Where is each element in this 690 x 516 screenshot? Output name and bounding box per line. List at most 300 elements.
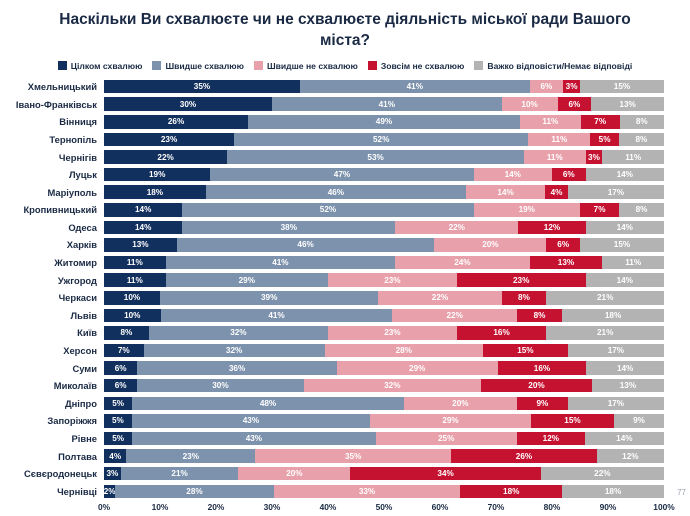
bar-segment	[586, 168, 664, 182]
bar-row	[0, 430, 690, 448]
legend-swatch	[152, 61, 161, 70]
bar-segment	[597, 449, 664, 463]
bar-segment	[580, 203, 619, 217]
category-label: Луцьк	[68, 169, 97, 181]
bar-segment	[404, 397, 517, 411]
bar-value-label: 41%	[268, 310, 285, 320]
bar-row	[0, 342, 690, 360]
bar-value-label: 8%	[635, 117, 648, 127]
stacked-bar	[104, 133, 664, 147]
bar-value-label: 14%	[616, 434, 633, 444]
bar-value-label: 53%	[367, 152, 384, 162]
bar-segment	[528, 133, 590, 147]
bar-segment	[104, 80, 300, 94]
bar-value-label: 18%	[146, 187, 164, 197]
bar-value-label: 10%	[124, 310, 141, 320]
bar-segment	[530, 256, 603, 270]
bar-segment	[104, 379, 137, 393]
bar-segment	[619, 133, 664, 147]
bar-value-label: 8%	[635, 205, 648, 215]
bar-segment	[227, 150, 524, 164]
bar-segment	[546, 238, 580, 252]
bar-value-label: 11%	[625, 152, 642, 162]
bar-value-label: 3%	[565, 82, 578, 92]
bar-value-label: 34%	[437, 469, 454, 479]
category-label: Рівне	[71, 433, 97, 445]
category-label: Київ	[77, 327, 97, 339]
bar-segment	[121, 467, 239, 481]
bar-value-label: 41%	[272, 258, 289, 268]
bar-value-label: 20%	[286, 469, 303, 479]
bar-segment	[585, 432, 664, 446]
bar-value-label: 14%	[135, 222, 152, 232]
bar-row	[0, 324, 690, 342]
axis-tick-label: 30%	[263, 502, 281, 513]
bar-segment	[586, 273, 664, 287]
bar-segment	[619, 203, 664, 217]
bar-value-label: 16%	[493, 328, 510, 338]
stacked-bar	[104, 80, 664, 94]
bar-row	[0, 359, 690, 377]
legend-item	[152, 61, 244, 71]
bar-value-label: 6%	[114, 363, 127, 373]
stacked-bar	[104, 467, 664, 481]
bar-value-label: 14%	[616, 222, 633, 232]
bar-segment	[370, 414, 531, 428]
bar-segment	[161, 309, 393, 323]
bar-segment	[378, 291, 501, 305]
page-number: 77	[677, 488, 686, 497]
bar-value-label: 26%	[167, 117, 185, 127]
legend-item	[254, 61, 358, 71]
stacked-bar	[104, 97, 664, 111]
bar-value-label: 29%	[409, 363, 426, 373]
bar-value-label: 20%	[452, 398, 469, 408]
bar-value-label: 20%	[528, 381, 545, 391]
bar-value-label: 13%	[557, 258, 575, 268]
category-label: Запоріжжя	[47, 415, 97, 427]
bar-value-label: 14%	[504, 170, 521, 180]
chart-title: Наскільки Ви схвалюєте чи не схвалюєте діяльність міської ради Вашого міста?	[59, 11, 631, 49]
bar-segment	[592, 379, 664, 393]
bar-segment	[104, 467, 121, 481]
bar-value-label: 7%	[117, 346, 130, 356]
legend-label: Зовсім не схвалюю	[380, 60, 465, 71]
bar-segment	[460, 485, 562, 499]
bar-segment	[350, 467, 540, 481]
bar-value-label: 9%	[633, 416, 645, 426]
bar-value-label: 30%	[212, 381, 229, 391]
bar-value-label: 15%	[613, 240, 631, 250]
bar-segment	[483, 344, 568, 358]
axis-tick-label: 40%	[319, 502, 337, 513]
stacked-bar	[104, 397, 664, 411]
bar-segment	[481, 379, 592, 393]
bar-segment	[545, 185, 568, 199]
bar-segment	[104, 150, 227, 164]
category-label: Дніпро	[64, 397, 97, 409]
bar-value-label: 41%	[378, 99, 395, 109]
stacked-bar	[104, 185, 664, 199]
bar-segment	[182, 221, 395, 235]
bar-segment	[248, 115, 520, 129]
stacked-bar	[104, 273, 664, 287]
bar-value-label: 24%	[454, 258, 471, 268]
legend-label: Цілком схвалюю	[70, 60, 143, 71]
bar-value-label: 13%	[619, 99, 636, 109]
bar-segment	[272, 97, 502, 111]
bar-segment	[562, 309, 664, 323]
bar-value-label: 41%	[406, 82, 423, 92]
bar-value-label: 32%	[225, 346, 243, 356]
bar-segment	[104, 168, 210, 182]
bar-segment	[580, 238, 664, 252]
bar-segment	[274, 485, 461, 499]
bar-value-label: 30%	[179, 99, 197, 109]
legend-item	[368, 61, 465, 71]
bar-value-label: 21%	[596, 328, 614, 338]
axis-tick-label: 50%	[375, 502, 393, 513]
bar-segment	[104, 449, 126, 463]
stacked-bar	[104, 485, 664, 499]
bar-value-label: 9%	[536, 398, 549, 408]
bar-value-label: 19%	[149, 170, 166, 180]
bar-value-label: 11%	[126, 258, 143, 268]
bar-value-label: 21%	[596, 293, 614, 303]
category-label: Миколаїв	[53, 380, 97, 392]
bar-value-label: 23%	[384, 275, 401, 285]
bar-value-label: 22%	[448, 222, 465, 232]
stacked-bar	[104, 309, 664, 323]
stacked-bar	[104, 432, 664, 446]
bar-segment	[255, 449, 451, 463]
bar-segment	[474, 168, 552, 182]
category-label: Житомир	[54, 257, 97, 269]
bar-segment	[328, 326, 457, 340]
category-label: Івано-Франківськ	[15, 98, 97, 110]
bar-value-label: 23%	[160, 134, 178, 144]
bar-segment	[234, 133, 528, 147]
bar-row	[0, 183, 690, 201]
bar-value-label: 39%	[261, 293, 278, 303]
bar-value-label: 17%	[607, 346, 625, 356]
legend-swatch	[58, 61, 67, 70]
stacked-bar	[104, 344, 664, 358]
bar-value-label: 15%	[613, 82, 631, 92]
legend-label: Швидше не схвалюю	[266, 60, 358, 71]
legend-swatch	[254, 61, 263, 70]
bar-value-label: 35%	[344, 451, 362, 461]
bar-segment	[620, 115, 664, 129]
bar-segment	[541, 467, 664, 481]
bar-segment	[568, 185, 664, 199]
bar-segment	[166, 256, 396, 270]
legend-label: Швидше схвалюю	[165, 60, 244, 71]
bar-segment	[104, 273, 166, 287]
category-label: Маріуполь	[47, 186, 97, 198]
bar-value-label: 11%	[551, 134, 568, 144]
bar-value-label: 8%	[533, 310, 546, 320]
bar-segment	[474, 203, 580, 217]
stacked-bar	[104, 115, 664, 129]
bar-value-label: 14%	[616, 170, 633, 180]
bar-segment	[328, 273, 457, 287]
bar-segment	[591, 97, 664, 111]
bar-row	[0, 166, 690, 184]
bar-value-label: 13%	[132, 240, 149, 250]
bar-value-label: 35%	[193, 82, 211, 92]
x-axis	[97, 500, 675, 516]
bar-segment	[104, 309, 161, 323]
bar-segment	[466, 185, 545, 199]
category-label: Львів	[70, 309, 97, 321]
bar-row	[0, 447, 690, 465]
category-label: Хмельницький	[27, 81, 97, 93]
bar-value-label: 18%	[604, 310, 622, 320]
bar-segment	[546, 326, 664, 340]
bar-value-label: 5%	[598, 134, 611, 144]
bar-segment	[520, 115, 581, 129]
bar-value-label: 26%	[515, 451, 533, 461]
bar-segment	[602, 150, 664, 164]
bar-row	[0, 78, 690, 96]
bar-value-label: 52%	[319, 205, 337, 215]
bar-value-label: 7%	[593, 205, 606, 215]
axis-tick-label: 100%	[653, 502, 675, 513]
category-label: Одеса	[68, 221, 97, 233]
bar-segment	[300, 80, 530, 94]
bar-segment	[104, 326, 149, 340]
bar-segment	[104, 361, 137, 375]
bar-segment	[132, 414, 370, 428]
bar-row	[0, 395, 690, 413]
bar-segment	[392, 309, 516, 323]
legend-swatch	[474, 61, 483, 70]
bar-value-label: 14%	[135, 205, 152, 215]
bar-value-label: 28%	[186, 486, 203, 496]
bar-value-label: 18%	[604, 486, 622, 496]
bar-segment	[104, 238, 177, 252]
bar-value-label: 21%	[171, 469, 188, 479]
bar-row	[0, 148, 690, 166]
bar-value-label: 29%	[442, 416, 459, 426]
bar-value-label: 14%	[497, 187, 514, 197]
bar-value-label: 23%	[512, 275, 530, 285]
bar-row	[0, 271, 690, 289]
bar-value-label: 46%	[327, 187, 345, 197]
bar-value-label: 2%	[104, 486, 116, 496]
axis-tick-label: 90%	[599, 502, 617, 513]
category-label: Харків	[66, 239, 97, 251]
bar-value-label: 6%	[557, 240, 570, 250]
category-label: Херсон	[63, 345, 97, 357]
bar-segment	[586, 221, 664, 235]
legend-swatch	[368, 61, 377, 70]
bar-row	[0, 95, 690, 113]
bar-segment	[457, 326, 547, 340]
bar-segment	[325, 344, 483, 358]
bar-value-label: 22%	[157, 152, 174, 162]
legend-label: Важко відповісти/Немає відповіді	[487, 60, 633, 71]
bar-value-label: 25%	[438, 434, 455, 444]
bar-value-label: 6%	[540, 82, 553, 92]
bar-segment	[524, 150, 586, 164]
bar-segment	[104, 97, 272, 111]
bar-segment	[104, 221, 182, 235]
bar-segment	[160, 291, 378, 305]
legend-item	[474, 61, 632, 71]
bar-row	[0, 465, 690, 483]
bar-value-label: 17%	[607, 398, 625, 408]
bar-segment	[546, 291, 664, 305]
bar-value-label: 32%	[384, 381, 401, 391]
category-label: Чернігів	[58, 151, 97, 163]
bar-segment	[132, 432, 375, 446]
bar-value-label: 33%	[358, 486, 376, 496]
axis-tick-label: 70%	[487, 502, 505, 513]
bar-value-label: 22%	[431, 293, 449, 303]
axis-tick-label: 0%	[97, 502, 111, 513]
category-label: Тернопіль	[49, 133, 97, 145]
bar-segment	[104, 185, 206, 199]
bar-segment	[586, 361, 664, 375]
axis-tick-label: 10%	[151, 502, 169, 513]
bar-value-label: 4%	[550, 187, 563, 197]
stacked-bar	[104, 150, 664, 164]
bar-row	[0, 131, 690, 149]
bar-segment	[104, 203, 182, 217]
bar-segment	[137, 361, 337, 375]
bar-segment	[517, 397, 568, 411]
bar-value-label: 20%	[482, 240, 499, 250]
bar-row	[0, 377, 690, 395]
bar-value-label: 22%	[446, 310, 463, 320]
bar-segment	[182, 203, 473, 217]
bar-segment	[395, 221, 518, 235]
axis-tick-label: 60%	[431, 502, 449, 513]
bar-segment	[104, 291, 160, 305]
bar-value-label: 17%	[607, 187, 625, 197]
bar-row	[0, 236, 690, 254]
bar-segment	[558, 97, 592, 111]
bar-value-label: 10%	[521, 99, 538, 109]
bar-segment	[498, 361, 587, 375]
bar-segment	[337, 361, 498, 375]
bar-segment	[568, 397, 664, 411]
stacked-bar	[104, 168, 664, 182]
stacked-bar	[104, 326, 664, 340]
bar-row	[0, 483, 690, 501]
bar-value-label: 19%	[518, 205, 535, 215]
bar-value-label: 6%	[562, 170, 575, 180]
bar-value-label: 12%	[622, 451, 639, 461]
bar-row	[0, 254, 690, 272]
bar-row	[0, 201, 690, 219]
stacked-bar	[104, 203, 664, 217]
bar-value-label: 28%	[395, 346, 412, 356]
bar-value-label: 5%	[112, 398, 125, 408]
legend-item	[58, 61, 143, 71]
bar-segment	[144, 344, 325, 358]
bar-value-label: 15%	[564, 416, 581, 426]
bar-value-label: 11%	[546, 152, 563, 162]
bar-segment	[531, 414, 614, 428]
bar-value-label: 10%	[123, 293, 141, 303]
stacked-bar	[104, 221, 664, 235]
bar-segment	[586, 150, 603, 164]
bar-segment	[614, 414, 664, 428]
bar-segment	[376, 432, 517, 446]
bar-value-label: 6%	[568, 99, 581, 109]
bar-value-label: 13%	[619, 381, 637, 391]
bar-segment	[137, 379, 303, 393]
bar-value-label: 47%	[333, 170, 351, 180]
bar-value-label: 36%	[228, 363, 246, 373]
bar-segment	[206, 185, 466, 199]
bar-value-label: 43%	[245, 434, 263, 444]
bar-segment	[104, 256, 166, 270]
bar-value-label: 8%	[120, 328, 133, 338]
bar-segment	[451, 449, 597, 463]
axis-tick-label: 20%	[207, 502, 225, 513]
category-label: Вінниця	[59, 116, 97, 128]
chart-legend	[0, 61, 690, 71]
stacked-bar	[104, 361, 664, 375]
bar-row	[0, 289, 690, 307]
bar-row	[0, 307, 690, 325]
bar-segment	[304, 379, 481, 393]
stacked-bar	[104, 291, 664, 305]
bar-value-label: 7%	[594, 117, 607, 127]
bar-value-label: 3%	[106, 469, 119, 479]
bar-segment	[104, 414, 132, 428]
bar-segment	[563, 80, 580, 94]
bar-value-label: 11%	[542, 117, 559, 127]
stacked-bar	[104, 238, 664, 252]
bar-value-label: 23%	[182, 451, 199, 461]
category-label: Черкаси	[58, 292, 97, 304]
category-label: Суми	[72, 362, 97, 374]
bar-value-label: 4%	[109, 451, 122, 461]
category-label: Полтава	[58, 450, 97, 462]
bar-value-label: 23%	[384, 328, 401, 338]
bar-value-label: 16%	[533, 363, 551, 373]
bar-value-label: 3%	[588, 152, 600, 162]
bar-value-label: 14%	[616, 363, 634, 373]
bar-segment	[457, 273, 586, 287]
category-label: Ужгород	[57, 274, 97, 286]
bar-rows	[0, 78, 690, 500]
stacked-bar	[104, 379, 664, 393]
bar-segment	[580, 80, 664, 94]
bar-value-label: 14%	[616, 275, 633, 285]
bar-segment	[518, 221, 585, 235]
bar-row	[0, 219, 690, 237]
bar-segment	[434, 238, 546, 252]
bar-value-label: 5%	[111, 416, 124, 426]
bar-value-label: 46%	[297, 240, 314, 250]
bar-segment	[166, 273, 328, 287]
bar-segment	[104, 115, 248, 129]
bar-segment	[210, 168, 473, 182]
bar-segment	[104, 432, 132, 446]
bar-segment	[126, 449, 255, 463]
bar-segment	[104, 397, 132, 411]
stacked-bar	[104, 449, 664, 463]
bar-value-label: 38%	[280, 222, 297, 232]
category-label: Кропивницький	[23, 204, 97, 216]
bar-value-label: 18%	[503, 486, 520, 496]
